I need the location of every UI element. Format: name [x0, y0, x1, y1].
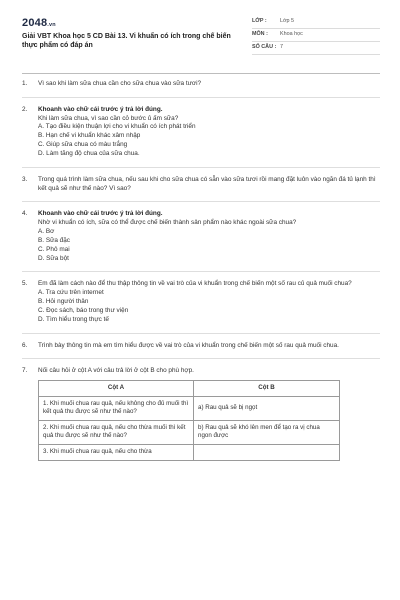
table-header-row [39, 381, 340, 397]
question-6 [22, 342, 380, 351]
answer-option-c[interactable]: C. Đọc sách, báo trong thư viện [38, 306, 129, 314]
question-text: Vì sao khi làm sữa chua cần cho sữa chua vào sữa tươi? [38, 80, 202, 87]
header-divider [22, 73, 380, 74]
question-text: Trình bày thông tin mà em tìm hiểu được về vai trò của vi khuẩn trong chế biến một số rau quả muối chua. [38, 341, 339, 349]
meta-value: 7 [280, 44, 283, 51]
table-cell-a: 1. Khi muối chua rau quả, nếu không cho đủ muối thì kết quả thu được sẽ như thế nào? [39, 396, 194, 420]
meta-row-subject [252, 29, 380, 42]
table-row [39, 444, 340, 460]
answer-option-d[interactable]: D. Sữa bột [38, 254, 69, 262]
meta-info [252, 16, 380, 55]
answer-option-b[interactable]: B. Hỏi người thân [38, 298, 89, 306]
logo-text: 2048 [22, 17, 48, 29]
question-text: Trong quá trình làm sữa chua, nếu sau khi cho sữa chua có sẵn vào sữa tươi rồi mang đặt luôn vào ngăn đá tủ lạnh thì kết quả sẽ như thế nào? Vì sao? [38, 175, 376, 192]
question-number: 1. [22, 80, 28, 87]
matching-table [38, 380, 340, 460]
meta-value: Lớp 5 [280, 18, 295, 25]
question-number: 4. [22, 210, 28, 218]
page-title: Giải VBT Khoa học 5 CD Bài 13. Vi khuẩn có ích trong chế biến thực phẩm có đáp án [22, 33, 231, 50]
answer-option-a[interactable]: A. Tra cứu trên internet [38, 289, 104, 297]
question-instruction: Khoanh vào chữ cái trước ý trả lời đúng. [38, 210, 163, 218]
table-row [39, 396, 340, 420]
divider [22, 358, 380, 359]
question-text: Khi làm sữa chua, vì sao cần cỏ bước ủ ấm sữa? [38, 114, 179, 122]
site-logo[interactable] [22, 16, 56, 31]
question-4 [22, 210, 380, 263]
answer-option-a[interactable]: A. Bơ [38, 228, 55, 236]
answer-option-d[interactable]: D. Tìm hiểu trong thực tế [38, 315, 109, 323]
column-header-a: Cột A [39, 381, 194, 397]
table-cell-b [194, 444, 340, 460]
answer-option-d[interactable]: D. Làm tăng độ chua của sữa chua. [38, 149, 140, 157]
question-instruction: Khoanh vào chữ cái trước ý trả lời đúng. [38, 105, 163, 113]
divider [22, 201, 380, 202]
answer-option-b[interactable]: B. Hạn chế vi khuẩn khác xâm nhập [38, 132, 141, 140]
question-number: 2. [22, 105, 28, 113]
question-text: Nhờ vi khuẩn có ích, sữa có thể được chế biến thành sản phẩm nào khác ngoài sữa chua? [38, 219, 297, 227]
divider [22, 333, 380, 334]
divider [22, 97, 380, 98]
meta-row-grade [252, 16, 380, 29]
document-header [22, 16, 380, 64]
answer-option-b[interactable]: B. Sữa đặc [38, 236, 70, 244]
table-row [39, 420, 340, 444]
divider [22, 167, 380, 168]
meta-value: Khoa học [280, 31, 303, 38]
question-number: 3. [22, 175, 28, 183]
meta-row-count [252, 42, 380, 55]
question-7 [22, 367, 380, 460]
question-number: 7. [22, 367, 28, 375]
table-cell-b: a) Rau quả sẽ bị ngọt [194, 396, 340, 420]
answer-option-c[interactable]: C. Giúp sữa chua có màu trắng [38, 141, 128, 149]
question-1 [22, 80, 380, 89]
question-2 [22, 106, 380, 159]
table-cell-a: 3. Khi muối chua rau quả, nếu cho thừa [39, 444, 194, 460]
question-number: 6. [22, 341, 28, 349]
question-text: Nối câu hỏi ở cột A với câu trả lời ở cột B cho phù hợp. [38, 367, 194, 375]
meta-label: MÔN : [252, 31, 268, 38]
meta-label: LỚP : [252, 18, 267, 25]
meta-label: SỐ CÂU : [252, 44, 277, 51]
question-number: 5. [22, 280, 28, 288]
question-list [22, 80, 380, 461]
question-5 [22, 280, 380, 324]
question-3 [22, 176, 380, 194]
table-cell-a: 2. Khi muối chua rau quả, nếu cho thừa muối thì kết quả thu được sẽ như thế nào? [39, 420, 194, 444]
divider [22, 271, 380, 272]
column-header-b: Cột B [194, 381, 340, 397]
question-text: Em đã làm cách nào để thu thập thông tin về vai trò của vi khuẩn trong chế biến một số rau củ quả muối chua? [38, 280, 352, 288]
logo-suffix: .vn [47, 22, 56, 28]
answer-option-a[interactable]: A. Tạo điều kiện thuận lợi cho vi khuẩn có ích phát triển [38, 123, 196, 131]
table-cell-b: b) Rau quả sẽ khó lên men để tạo ra vị chua ngon được [194, 420, 340, 444]
answer-option-c[interactable]: C. Phô mai [38, 245, 70, 253]
